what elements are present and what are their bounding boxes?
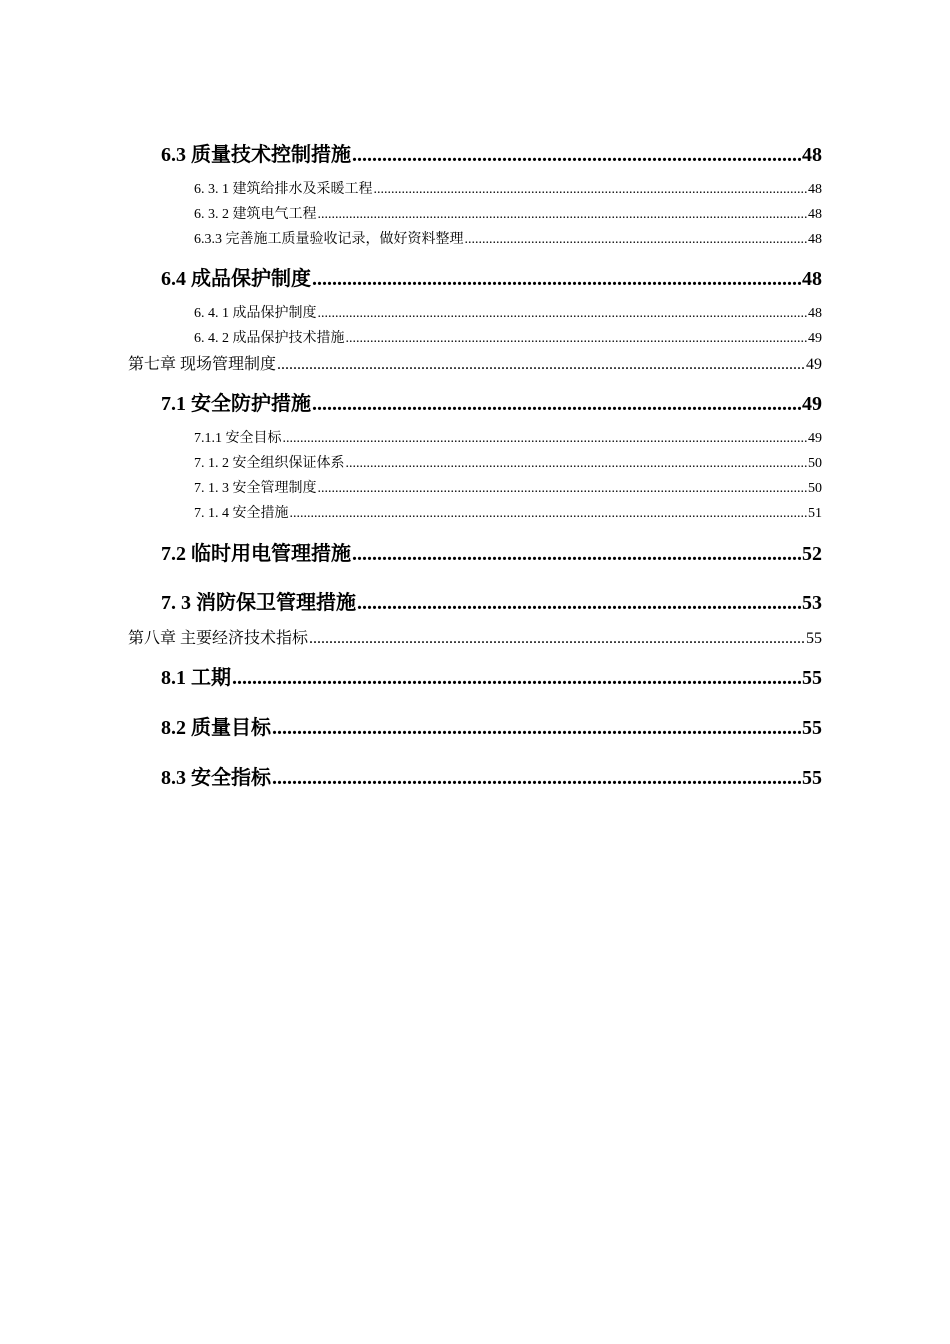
leader-dots [346,456,808,472]
toc-entry-label: 6.4 成品保护制度 [161,268,311,290]
toc-entry-label: 第七章 现场管理制度 [128,356,277,373]
toc-entry[interactable] [194,477,822,497]
toc-entry-page: 48 [808,232,822,247]
toc-entry[interactable] [194,502,822,522]
toc-entry[interactable] [194,178,822,198]
leader-dots [309,630,805,648]
toc-entry-label: 7.1.1 安全目标 [194,431,282,446]
toc-entry-page: 55 [802,667,822,689]
toc-entry-page: 50 [808,456,822,471]
leader-dots [318,207,808,223]
leader-dots [374,182,808,198]
leader-dots [318,306,808,322]
leader-dots [290,506,808,522]
toc-entry-label: 第八章 主要经济技术指标 [128,630,309,647]
toc-entry-page: 48 [802,144,822,166]
toc-entry[interactable] [194,327,822,347]
toc-entry-page: 51 [808,506,822,521]
toc-entry-page: 49 [802,393,822,415]
toc-entry[interactable] [161,661,822,690]
toc-entry-label: 6. 4. 2 成品保护技术措施 [194,331,345,346]
leader-dots [465,232,808,248]
toc-entry-page: 55 [802,717,822,739]
leader-dots [312,393,801,416]
toc-entry-label: 7.2 临时用电管理措施 [161,543,351,565]
toc-entry[interactable] [161,586,822,615]
toc-entry[interactable] [161,262,822,291]
toc-entry-label: 6. 4. 1 成品保护制度 [194,306,317,321]
toc-entry[interactable] [161,537,822,566]
toc-entry-page: 48 [802,268,822,290]
toc-entry-label: 7. 1. 4 安全措施 [194,506,289,521]
toc-entry-label: 8.2 质量目标 [161,717,271,739]
toc-entry-label: 7. 1. 3 安全管理制度 [194,481,317,496]
toc-entry-page: 49 [808,431,822,446]
toc-entry-page: 53 [802,592,822,614]
toc-entry-label: 7.1 安全防护措施 [161,393,311,415]
toc-entry-page: 49 [808,331,822,346]
toc-entry-page: 48 [808,207,822,222]
toc-entry-label: 8.1 工期 [161,667,231,689]
toc-entry[interactable] [128,625,822,648]
toc-entry[interactable] [194,228,822,248]
toc-entry[interactable] [194,302,822,322]
toc-entry[interactable] [194,427,822,447]
leader-dots [272,717,801,740]
leader-dots [352,144,801,167]
leader-dots [346,331,808,347]
toc-entry[interactable] [161,387,822,416]
leader-dots [283,431,808,447]
toc-entry-label: 7. 1. 2 安全组织保证体系 [194,456,345,471]
toc-entry-page: 49 [806,356,822,373]
toc-entry-label: 6.3.3 完善施工质量验收记录，做好资料整理 [194,232,464,247]
toc-entry-page: 55 [806,630,822,647]
toc-entry-label: 8.3 安全指标 [161,767,271,789]
toc-entry-label: 6.3 质量技术控制措施 [161,144,351,166]
toc-entry-label: 7. 3 消防保卫管理措施 [161,592,356,614]
toc-entry[interactable] [194,203,822,223]
toc-entry-page: 48 [808,182,822,197]
toc-entry-page: 52 [802,543,822,565]
toc-entry-page: 50 [808,481,822,496]
leader-dots [277,356,805,374]
toc-entry-page: 48 [808,306,822,321]
toc-entry[interactable] [161,761,822,790]
toc-entry-label: 6. 3. 2 建筑电气工程 [194,207,317,222]
toc-entry[interactable] [161,711,822,740]
leader-dots [312,268,801,291]
leader-dots [272,767,801,790]
leader-dots [318,481,808,497]
toc-entry-page: 55 [802,767,822,789]
leader-dots [357,592,801,615]
toc-entry[interactable] [194,452,822,472]
toc-entry[interactable] [128,351,822,374]
toc-entry-label: 6. 3. 1 建筑给排水及采暖工程 [194,182,373,197]
leader-dots [352,543,801,566]
leader-dots [232,667,801,690]
toc-entry[interactable] [161,138,822,167]
